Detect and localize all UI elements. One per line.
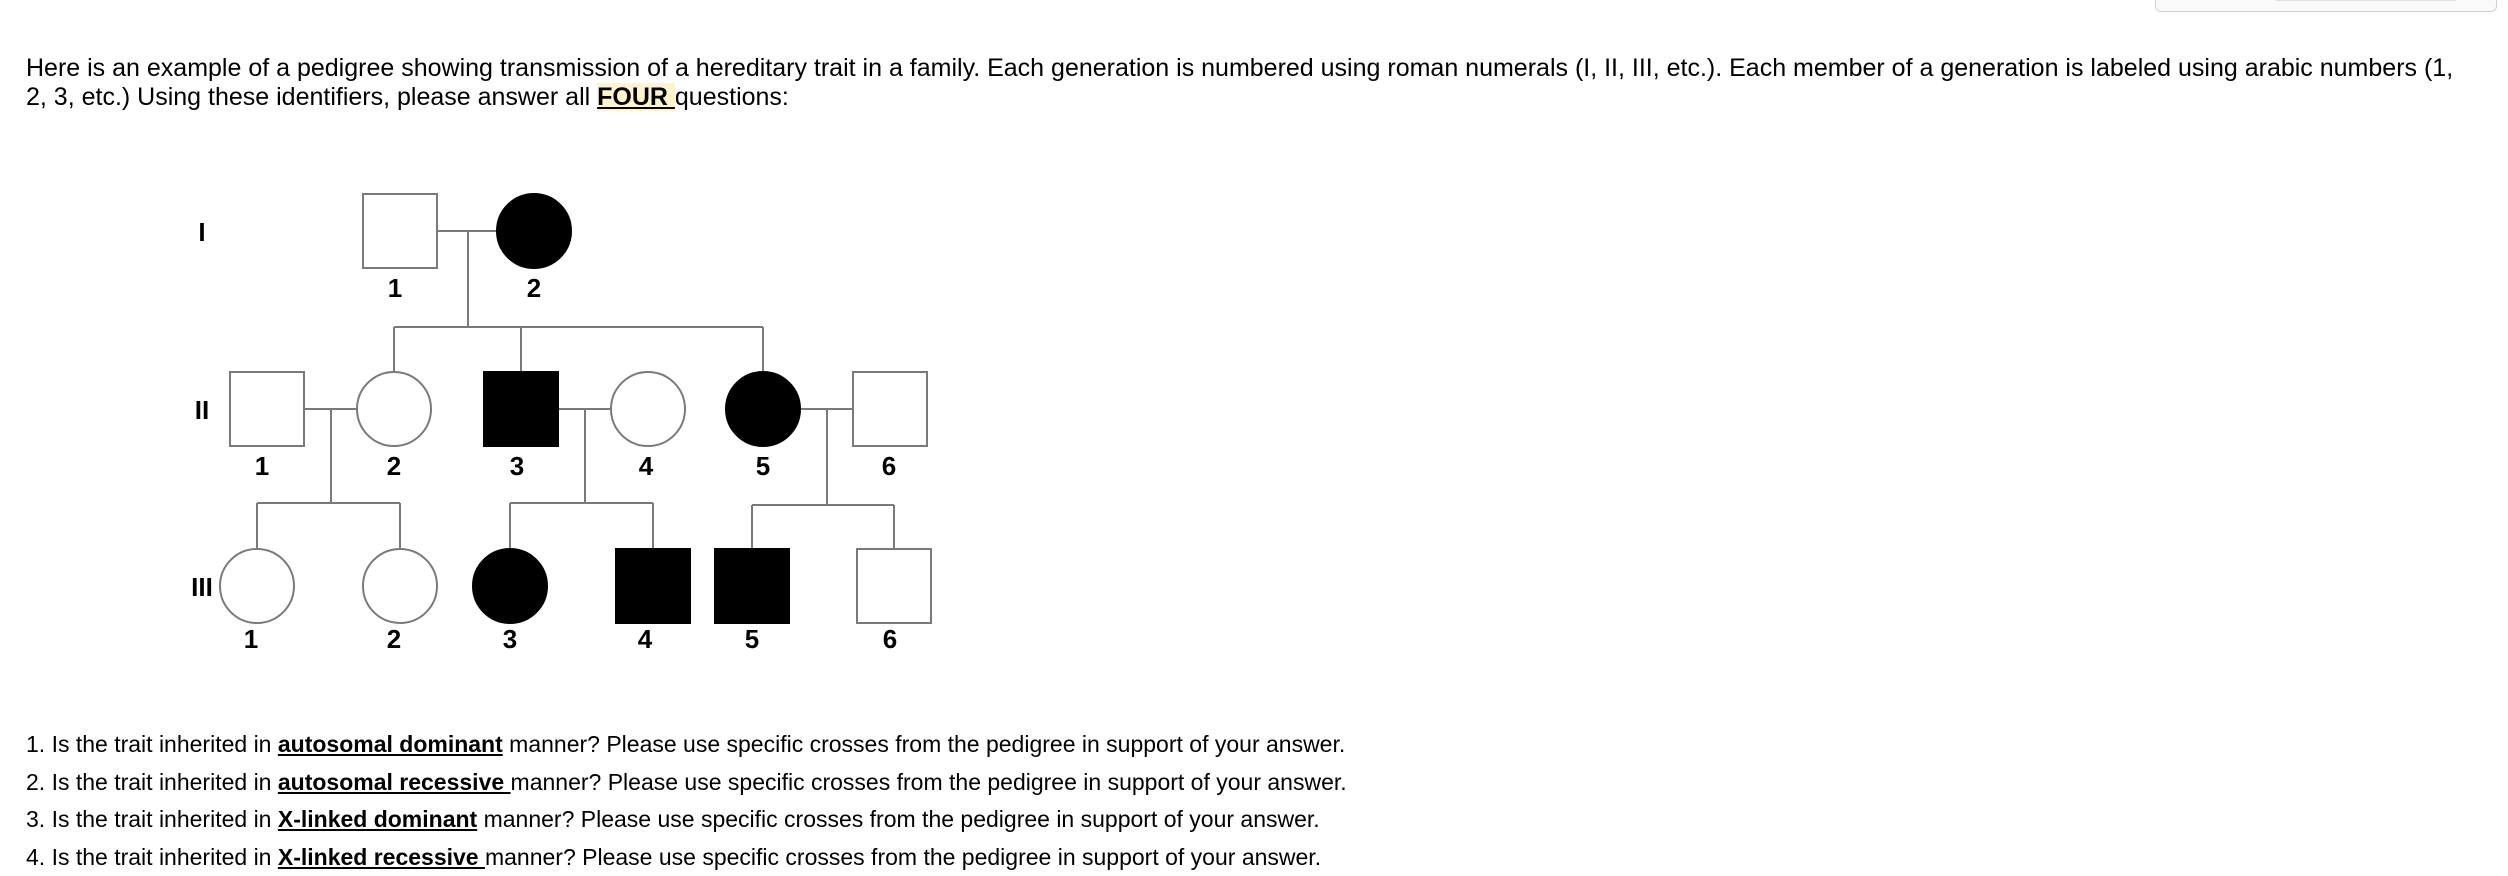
question-1-prefix: 1. Is the trait inherited in [26,731,278,757]
question-1-suffix: manner? Please use specific crosses from the pedigree in support of your answer. [503,731,1346,757]
member-II-5-circle-affected [726,372,800,446]
member-II-6-square-unaffected [853,372,927,446]
question-3-suffix: manner? Please use specific crosses from the pedigree in support of your answer. [477,806,1320,832]
member-label-III-2: 2 [387,624,401,654]
question-2-suffix: manner? Please use specific crosses from the pedigree in support of your answer. [511,769,1347,795]
member-label-II-2: 2 [387,451,401,481]
intro-text: Here is an example of a pedigree showing transmission of a hereditary trait in a family. Each generation is numbered using roman numerals (I, II, III, etc.). Each member of a generation is labeled using arabic numbers (1, 2, 3, etc.) Using these identifiers, please answer all [26,54,2453,111]
member-III-2-circle-unaffected [363,549,437,623]
member-III-6-square-unaffected [857,549,931,623]
member-label-II-5: 5 [756,451,770,481]
top-toolbar-divider [2276,0,2456,1]
member-label-II-3: 3 [510,451,524,481]
question-list [26,726,1826,876]
pedigree-lines [257,231,894,549]
member-label-III-3: 3 [503,624,517,654]
member-label-II-1: 1 [255,451,269,481]
member-III-4-square-affected [616,549,690,623]
member-II-2-circle-unaffected [357,372,431,446]
member-II-1-square-unaffected [230,372,304,446]
member-I-1-square-unaffected [363,194,437,268]
generation-label-1: I [198,217,205,247]
question-4-prefix: 4. Is the trait inherited in [26,844,278,870]
member-label-I-2: 2 [527,273,541,303]
member-II-4-circle-unaffected [611,372,685,446]
member-label-III-6: 6 [883,624,897,654]
question-2-prefix: 2. Is the trait inherited in [26,769,278,795]
member-I-2-circle-affected [497,194,571,268]
question-2-term: autosomal recessive [278,769,511,795]
question-3-prefix: 3. Is the trait inherited in [26,806,278,832]
member-II-3-square-affected [484,372,558,446]
member-III-3-circle-affected [473,549,547,623]
top-toolbar-edge [2155,0,2497,12]
question-1 [26,726,1826,764]
generation-label-3: III [191,572,213,602]
question-4-suffix: manner? Please use specific crosses from the pedigree in support of your answer. [485,844,1321,870]
member-label-II-6: 6 [882,451,896,481]
question-3 [26,801,1826,839]
question-2 [26,764,1826,802]
pedigree-chart [0,0,1000,700]
member-label-III-5: 5 [745,624,759,654]
member-III-1-circle-unaffected [220,549,294,623]
member-label-III-1: 1 [244,624,258,654]
generation-label-2: II [195,395,209,425]
question-4 [26,839,1826,876]
question-3-term: X-linked dominant [278,806,477,832]
member-label-II-4: 4 [639,451,654,481]
member-label-I-1: 1 [388,273,402,303]
member-III-5-square-affected [715,549,789,623]
question-4-term: X-linked recessive [278,844,485,870]
member-label-III-4: 4 [638,624,653,654]
intro-text-end: questions: [675,83,789,111]
intro-emphasis-four: FOUR [597,83,675,111]
question-1-term: autosomal dominant [278,731,503,757]
